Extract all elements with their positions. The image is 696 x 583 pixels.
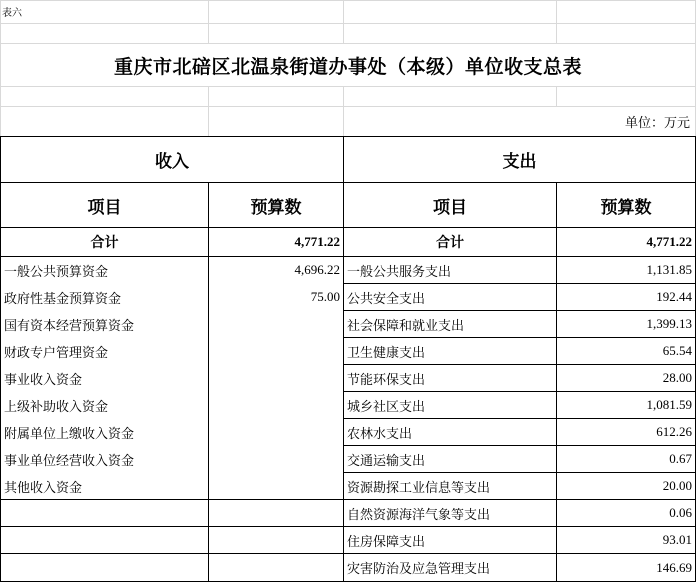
expense-item: 灾害防治及应急管理支出 [347, 562, 491, 577]
income-value [209, 311, 343, 337]
expense-value: 612.26 [656, 424, 692, 439]
income-item: 附属单位上缴收入资金 [4, 426, 135, 442]
income-item [1, 500, 208, 526]
income-item: 政府性基金预算资金 [4, 291, 122, 307]
expense-value: 93.01 [662, 532, 692, 547]
expense-total-label: 合计 [436, 235, 464, 251]
expense-value: 65.54 [662, 343, 692, 358]
expense-value: 1,131.85 [646, 262, 692, 277]
gridline [343, 0, 344, 43]
expense-value: 0.06 [669, 505, 692, 520]
expense-value: 20.00 [662, 478, 692, 493]
expense-total-value: 4,771.22 [646, 234, 692, 249]
income-total-value: 4,771.22 [294, 234, 340, 249]
income-item: 事业收入资金 [4, 372, 83, 388]
sheet-label: 表六 [2, 7, 22, 19]
expense-item: 城乡社区支出 [347, 399, 426, 415]
income-item [1, 527, 208, 553]
gridline [208, 0, 209, 43]
income-item: 其他收入资金 [4, 480, 83, 496]
expense-item: 一般公共服务支出 [347, 264, 452, 280]
income-value [209, 554, 343, 581]
expense-item: 公共安全支出 [347, 291, 426, 307]
gridline [556, 86, 557, 106]
expense-value: 0.67 [669, 451, 692, 466]
income-item [1, 554, 208, 581]
gridline [0, 0, 696, 1]
income-value: 4,696.22 [294, 262, 340, 277]
expense-value: 192.44 [656, 289, 692, 304]
income-item: 上级补助收入资金 [4, 399, 109, 415]
expense-item-column-header: 项目 [433, 197, 467, 218]
gridline [556, 0, 557, 43]
gridline [0, 23, 696, 24]
income-value [209, 392, 343, 418]
expense-item: 交通运输支出 [347, 453, 426, 469]
expense-value: 1,081.59 [646, 397, 692, 412]
income-value [209, 365, 343, 391]
income-item: 财政专户管理资金 [4, 345, 109, 361]
gridline [343, 86, 344, 136]
expense-header: 支出 [502, 152, 537, 172]
expense-item: 资源勘探工业信息等支出 [347, 480, 491, 496]
income-value [209, 473, 343, 499]
income-budget-column-header: 预算数 [250, 197, 302, 218]
unit-label: 单位：万元 [624, 115, 690, 131]
income-value [209, 338, 343, 364]
expense-item: 卫生健康支出 [347, 345, 426, 361]
income-item-column-header: 项目 [87, 197, 122, 218]
expense-budget-column-header: 预算数 [600, 197, 652, 218]
income-value [209, 527, 343, 553]
expense-item: 节能环保支出 [347, 372, 426, 388]
page-title: 重庆市北碚区北温泉街道办事处（本级）单位收支总表 [113, 55, 582, 78]
gridline [208, 86, 209, 136]
expense-item: 社会保障和就业支出 [347, 318, 465, 334]
income-value [209, 500, 343, 526]
income-item: 事业单位经营收入资金 [4, 453, 135, 469]
expense-item: 农林水支出 [347, 426, 413, 442]
income-item: 国有资本经营预算资金 [4, 318, 135, 334]
expense-item: 住房保障支出 [347, 534, 426, 550]
gridline [0, 86, 696, 87]
income-item: 一般公共预算资金 [4, 264, 109, 280]
income-value [209, 446, 343, 472]
income-total-label: 合计 [90, 235, 119, 251]
income-value: 75.00 [310, 289, 340, 304]
expense-item: 自然资源海洋气象等支出 [347, 507, 491, 523]
table-border [0, 581, 696, 582]
expense-value: 1,399.13 [646, 316, 692, 331]
expense-value: 146.69 [656, 559, 692, 575]
income-header: 收入 [155, 152, 189, 172]
income-value [209, 419, 343, 445]
expense-value: 28.00 [662, 370, 692, 385]
